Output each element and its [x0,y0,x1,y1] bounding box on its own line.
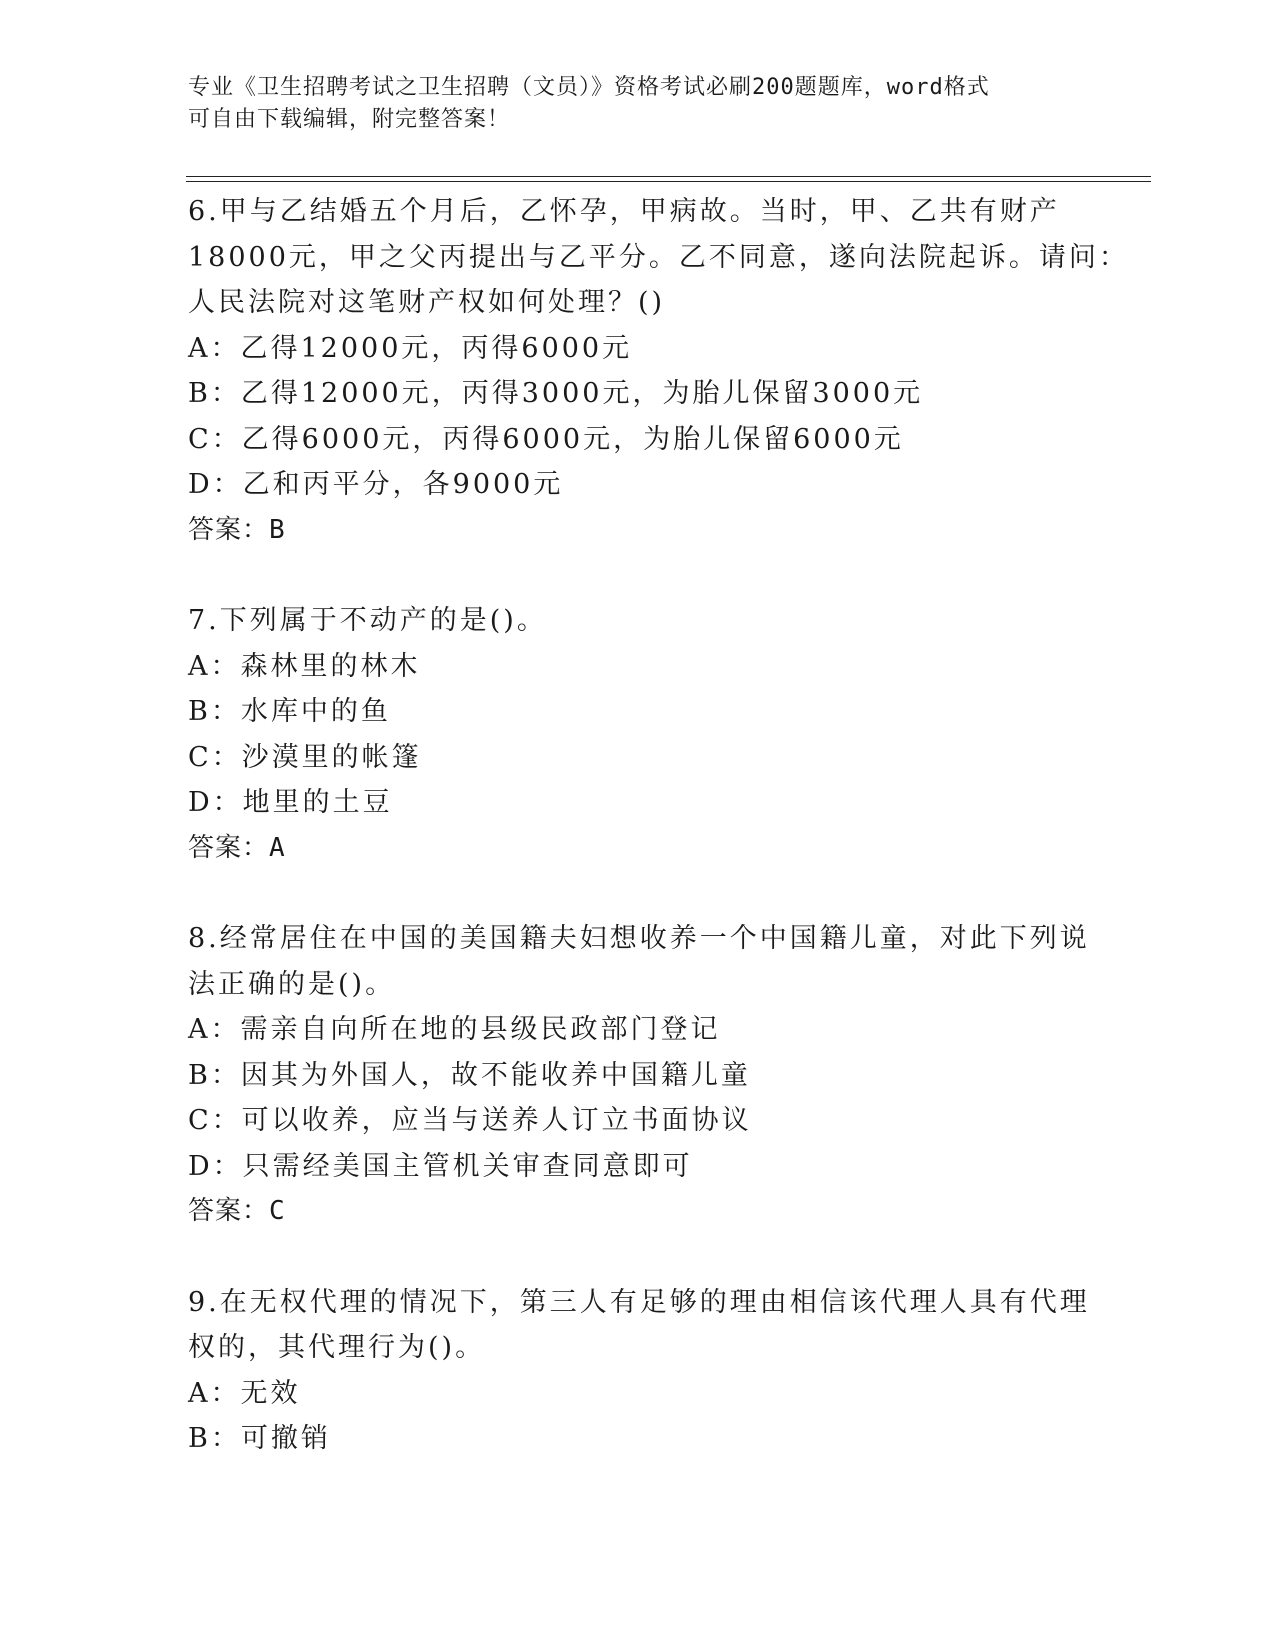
header-line-2: 可自由下载编辑，附完整答案！ [188,107,511,132]
question-text: 权的，其代理行为()。 [188,1332,486,1363]
option-c: C：可以收养，应当与送养人订立书面协议 [188,1105,752,1136]
option-d: D：地里的土豆 [188,787,393,818]
option-c: C：乙得6000元，丙得6000元，为胎儿保留6000元 [188,423,904,455]
header-line-1: 专业《卫生招聘考试之卫生招聘（文员）》资格考试必刷200题题库，word格式 [188,75,990,100]
question-9 [188,1280,1088,1462]
option-b: B：水库中的鱼 [188,696,391,727]
option-b: B：乙得12000元，丙得3000元，为胎儿保留3000元 [188,378,924,409]
option-a: A：乙得12000元，丙得6000元 [188,332,633,364]
option-b: B：因其为外国人，故不能收养中国籍儿童 [188,1059,751,1091]
answer-line: 答案：A [188,832,286,863]
question-text: 人民法院对这笔财产权如何处理？() [188,287,666,318]
question-6 [188,189,1129,553]
document-header [188,72,1088,136]
option-d: D：乙和丙平分，各9000元 [188,469,564,500]
question-text: 7.下列属于不动产的是()。 [188,605,547,636]
option-d: D：只需经美国主管机关审查同意即可 [188,1150,693,1182]
question-list [188,189,1129,1462]
question-8 [188,916,1088,1235]
header-divider-bottom [186,181,1151,182]
spacer [188,553,1088,598]
question-7 [188,598,1088,871]
option-c: C：沙漠里的帐篷 [188,741,422,773]
question-text: 9.在无权代理的情况下，第三人有足够的理由相信该代理人具有代理 [188,1286,1090,1318]
header-divider-top [186,176,1151,177]
answer-line: 答案：B [188,514,286,545]
option-b: B：可撤销 [188,1423,331,1454]
option-a: A：无效 [188,1377,301,1409]
question-text: 18000元，甲之父丙提出与乙平分。乙不同意，遂向法院起诉。请问： [188,241,1129,273]
option-a: A：需亲自向所在地的县级民政部门登记 [188,1014,721,1045]
answer-line: 答案：C [188,1196,286,1226]
spacer [188,871,1088,916]
spacer [188,1235,1088,1280]
question-text: 法正确的是()。 [188,968,396,1000]
question-text: 6.甲与乙结婚五个月后，乙怀孕，甲病故。当时，甲、乙共有财产 [188,196,1060,227]
option-a: A：森林里的林木 [188,650,421,682]
question-text: 8.经常居住在中国的美国籍夫妇想收养一个中国籍儿童，对此下列说 [188,923,1090,954]
